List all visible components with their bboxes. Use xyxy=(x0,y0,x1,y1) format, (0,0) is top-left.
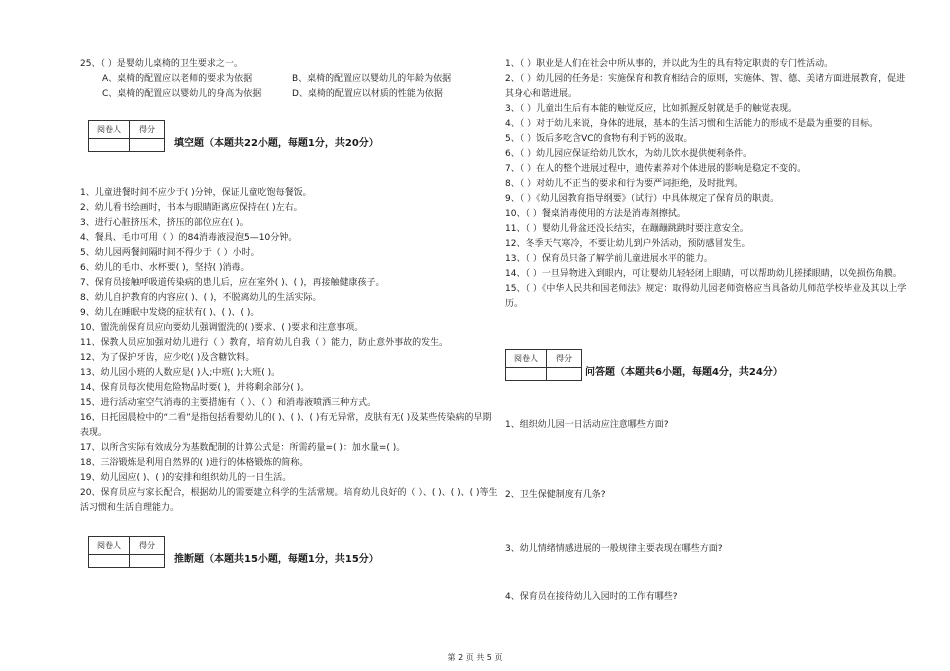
qa-section-header xyxy=(505,349,910,387)
fill-item: 16、日托园晨检中的“二看”是指包括看婴幼儿的( )、( )、( )有无异常，皮肤有无( )及某些传染病的早期表现。 xyxy=(80,413,492,438)
qa-item: 4、保育员在接待幼儿入园时的工作有哪些? xyxy=(505,592,678,602)
judge-section-header xyxy=(88,536,498,574)
fill-item: 17、以所含实际有效成分为基数配制的计算公式是：所需药量=( )：加水量=( )。 xyxy=(80,443,406,453)
judge-item: 1、（ ）职业是人们在社会中所从事的，并以此为生的具有特定职责的专门性活动。 xyxy=(505,59,834,69)
judge-item: 7、（ ）在人的整个进展过程中，遗传素养对个体进展的影响是稳定不变的。 xyxy=(505,164,807,174)
fill-item: 2、幼儿看书绘画时，书本与眼睛距离应保持在( )左右。 xyxy=(80,203,303,213)
fill-items xyxy=(80,186,500,516)
fill-item: 18、三浴锻炼是利用自然界的( )进行的体格锻炼的简称。 xyxy=(80,458,309,468)
score-box-score: 得分 xyxy=(130,537,165,555)
fill-item: 14、保育员每次使用危险物品时要( )，并将剩余部分( )。 xyxy=(80,383,310,393)
qa-score-box xyxy=(505,349,582,381)
q25-stem: 25、（ ）是婴幼儿桌椅的卫生要求之一。 xyxy=(80,59,243,69)
fill-section-title: 填空题（本题共22小题，每题1分，共20分） xyxy=(174,138,379,149)
fill-item: 1、儿童进餐时间不应少于( )分钟，保证儿童吃饱每餐饭。 xyxy=(80,188,312,198)
score-box-grader: 阅卷人 xyxy=(89,537,130,555)
judge-item: 10、（ ）餐桌消毒使用的方法是消毒剂擦拭。 xyxy=(505,209,686,219)
judge-item: 4、（ ）对于幼儿来说，身体的进展，基本的生活习惯和生活能力的形成不是最为重要的目标。 xyxy=(505,119,879,129)
fill-item: 11、保教人员应加强对幼儿进行（ ）教育，培育幼儿自我（ ）能力，防止意外事故的发生。 xyxy=(80,338,449,348)
score-box-grader: 阅卷人 xyxy=(89,121,130,139)
judge-item: 2、（ ）幼儿园的任务是：实施保育和教育相结合的原则，实施体、智、德、美诸方面进展教育，促进其身心和谐进展。 xyxy=(505,74,906,99)
score-box-grader: 阅卷人 xyxy=(506,350,547,368)
fill-item: 10、盥洗前保育员应向要幼儿强调盥洗的( )要求、( )要求和注意事项。 xyxy=(80,323,364,333)
judge-score-box xyxy=(88,536,165,568)
page-number: 第 2 页 共 5 页 xyxy=(447,653,503,662)
judge-item: 15、（ ）《中华人民共和国老师法》规定：取得幼儿园老师资格应当具备幼儿师范学校毕业及其以上学历。 xyxy=(505,284,907,309)
fill-item: 15、进行活动室空气消毒的主要措施有（ ）、（ ）和消毒液喷洒三种方式。 xyxy=(80,398,377,408)
fill-item: 13、幼儿园小班的人数应是( )人;中班( );大班( )。 xyxy=(80,368,281,378)
fill-score-box xyxy=(88,120,165,152)
fill-item: 5、幼儿园两餐间隔时间不得少于（ ）小时。 xyxy=(80,248,260,258)
judge-section-title: 推断题（本题共15小题，每题1分，共15分） xyxy=(174,554,379,565)
fill-item: 12、为了保护牙齿，应少吃( )及含糖饮料。 xyxy=(80,353,255,363)
qa-item: 1、组织幼儿园一日活动应注意哪些方面? xyxy=(505,420,669,430)
fill-item: 19、幼儿园应( )、( )的安排和组织幼儿的一日生活。 xyxy=(80,473,292,483)
qa-item: 2、卫生保健制度有几条? xyxy=(505,490,606,500)
judge-item: 13、（ ）保育员只备了解学前儿童进展水平的能力。 xyxy=(505,254,713,264)
q25-option-a: A、桌椅的配置应以老师的要求为依据 xyxy=(102,74,253,84)
q25-option-c: C、桌椅的配置应以婴幼儿的身高为依据 xyxy=(102,89,262,99)
fill-item: 4、餐具、毛巾可用（ ）的84消毒液浸泡5—10分钟。 xyxy=(80,233,298,243)
fill-item: 6、幼儿的毛巾、水杯要( )，坚持( )消毒。 xyxy=(80,263,250,273)
fill-item: 8、幼儿自护教育的内容应( )、( )，不脱离幼儿的生活实际。 xyxy=(80,293,322,303)
judge-item: 14、（ ）一旦异物进入到眼内，可让婴幼儿轻轻闭上眼睛，可以帮助幼儿搓揉眼睛，以免损伤角膜。 xyxy=(505,269,902,279)
score-box-score: 得分 xyxy=(547,350,582,368)
qa-item: 3、幼儿情绪情感进展的一般规律主要表现在哪些方面? xyxy=(505,544,723,554)
fill-item: 3、进行心脏挤压术，挤压的部位应在( )。 xyxy=(80,218,249,228)
judge-item: 8、（ ）对幼儿不正当的要求和行为要严词拒绝，及时批判。 xyxy=(505,179,744,189)
fill-item: 20、保育员应与家长配合，根据幼儿的需要建立科学的生活常规。培育幼儿良好的（ ）、( )、( )、( )等生活习惯和生活自理能力。 xyxy=(80,488,498,513)
q25-option-b: B、桌椅的配置应以婴幼儿的年龄为依据 xyxy=(292,74,452,84)
judge-item: 11、（ ）婴幼儿骨盆还没长结实，在蹦蹦跳跳时要注意安全。 xyxy=(505,224,749,234)
fill-item: 9、幼儿在睡眠中发烧的症状有( )、( )、( )。 xyxy=(80,308,260,318)
judge-items xyxy=(505,57,910,312)
judge-item: 9、（ ）《幼儿园教育指导纲要》（试行）中具体规定了保育员的职责。 xyxy=(505,194,780,204)
q25-option-d: D、桌椅的配置应以材质的性能为依据 xyxy=(292,89,443,99)
qa-section-title: 问答题（本题共6小题，每题4分，共24分） xyxy=(585,367,783,378)
score-box-score: 得分 xyxy=(130,121,165,139)
judge-item: 12、冬季天气寒冷，不要让幼儿到户外活动，预防感冒发生。 xyxy=(505,239,751,249)
judge-item: 6、（ ）幼儿园应保证给幼儿饮水，为幼儿饮水提供便利条件。 xyxy=(505,149,753,159)
fill-section-header xyxy=(88,120,498,158)
question-25 xyxy=(80,57,451,102)
judge-item: 3、（ ）儿童出生后有本能的触觉反应，比如抓握反射就是手的触觉表现。 xyxy=(505,104,798,114)
judge-item: 5、（ ）饭后多吃含VC的食物有利于钙的汲取。 xyxy=(505,134,693,144)
fill-item: 7、保育员接触呼吸道传染病的患儿后，应在室外( )、( )，再接触健康孩子。 xyxy=(80,278,385,288)
